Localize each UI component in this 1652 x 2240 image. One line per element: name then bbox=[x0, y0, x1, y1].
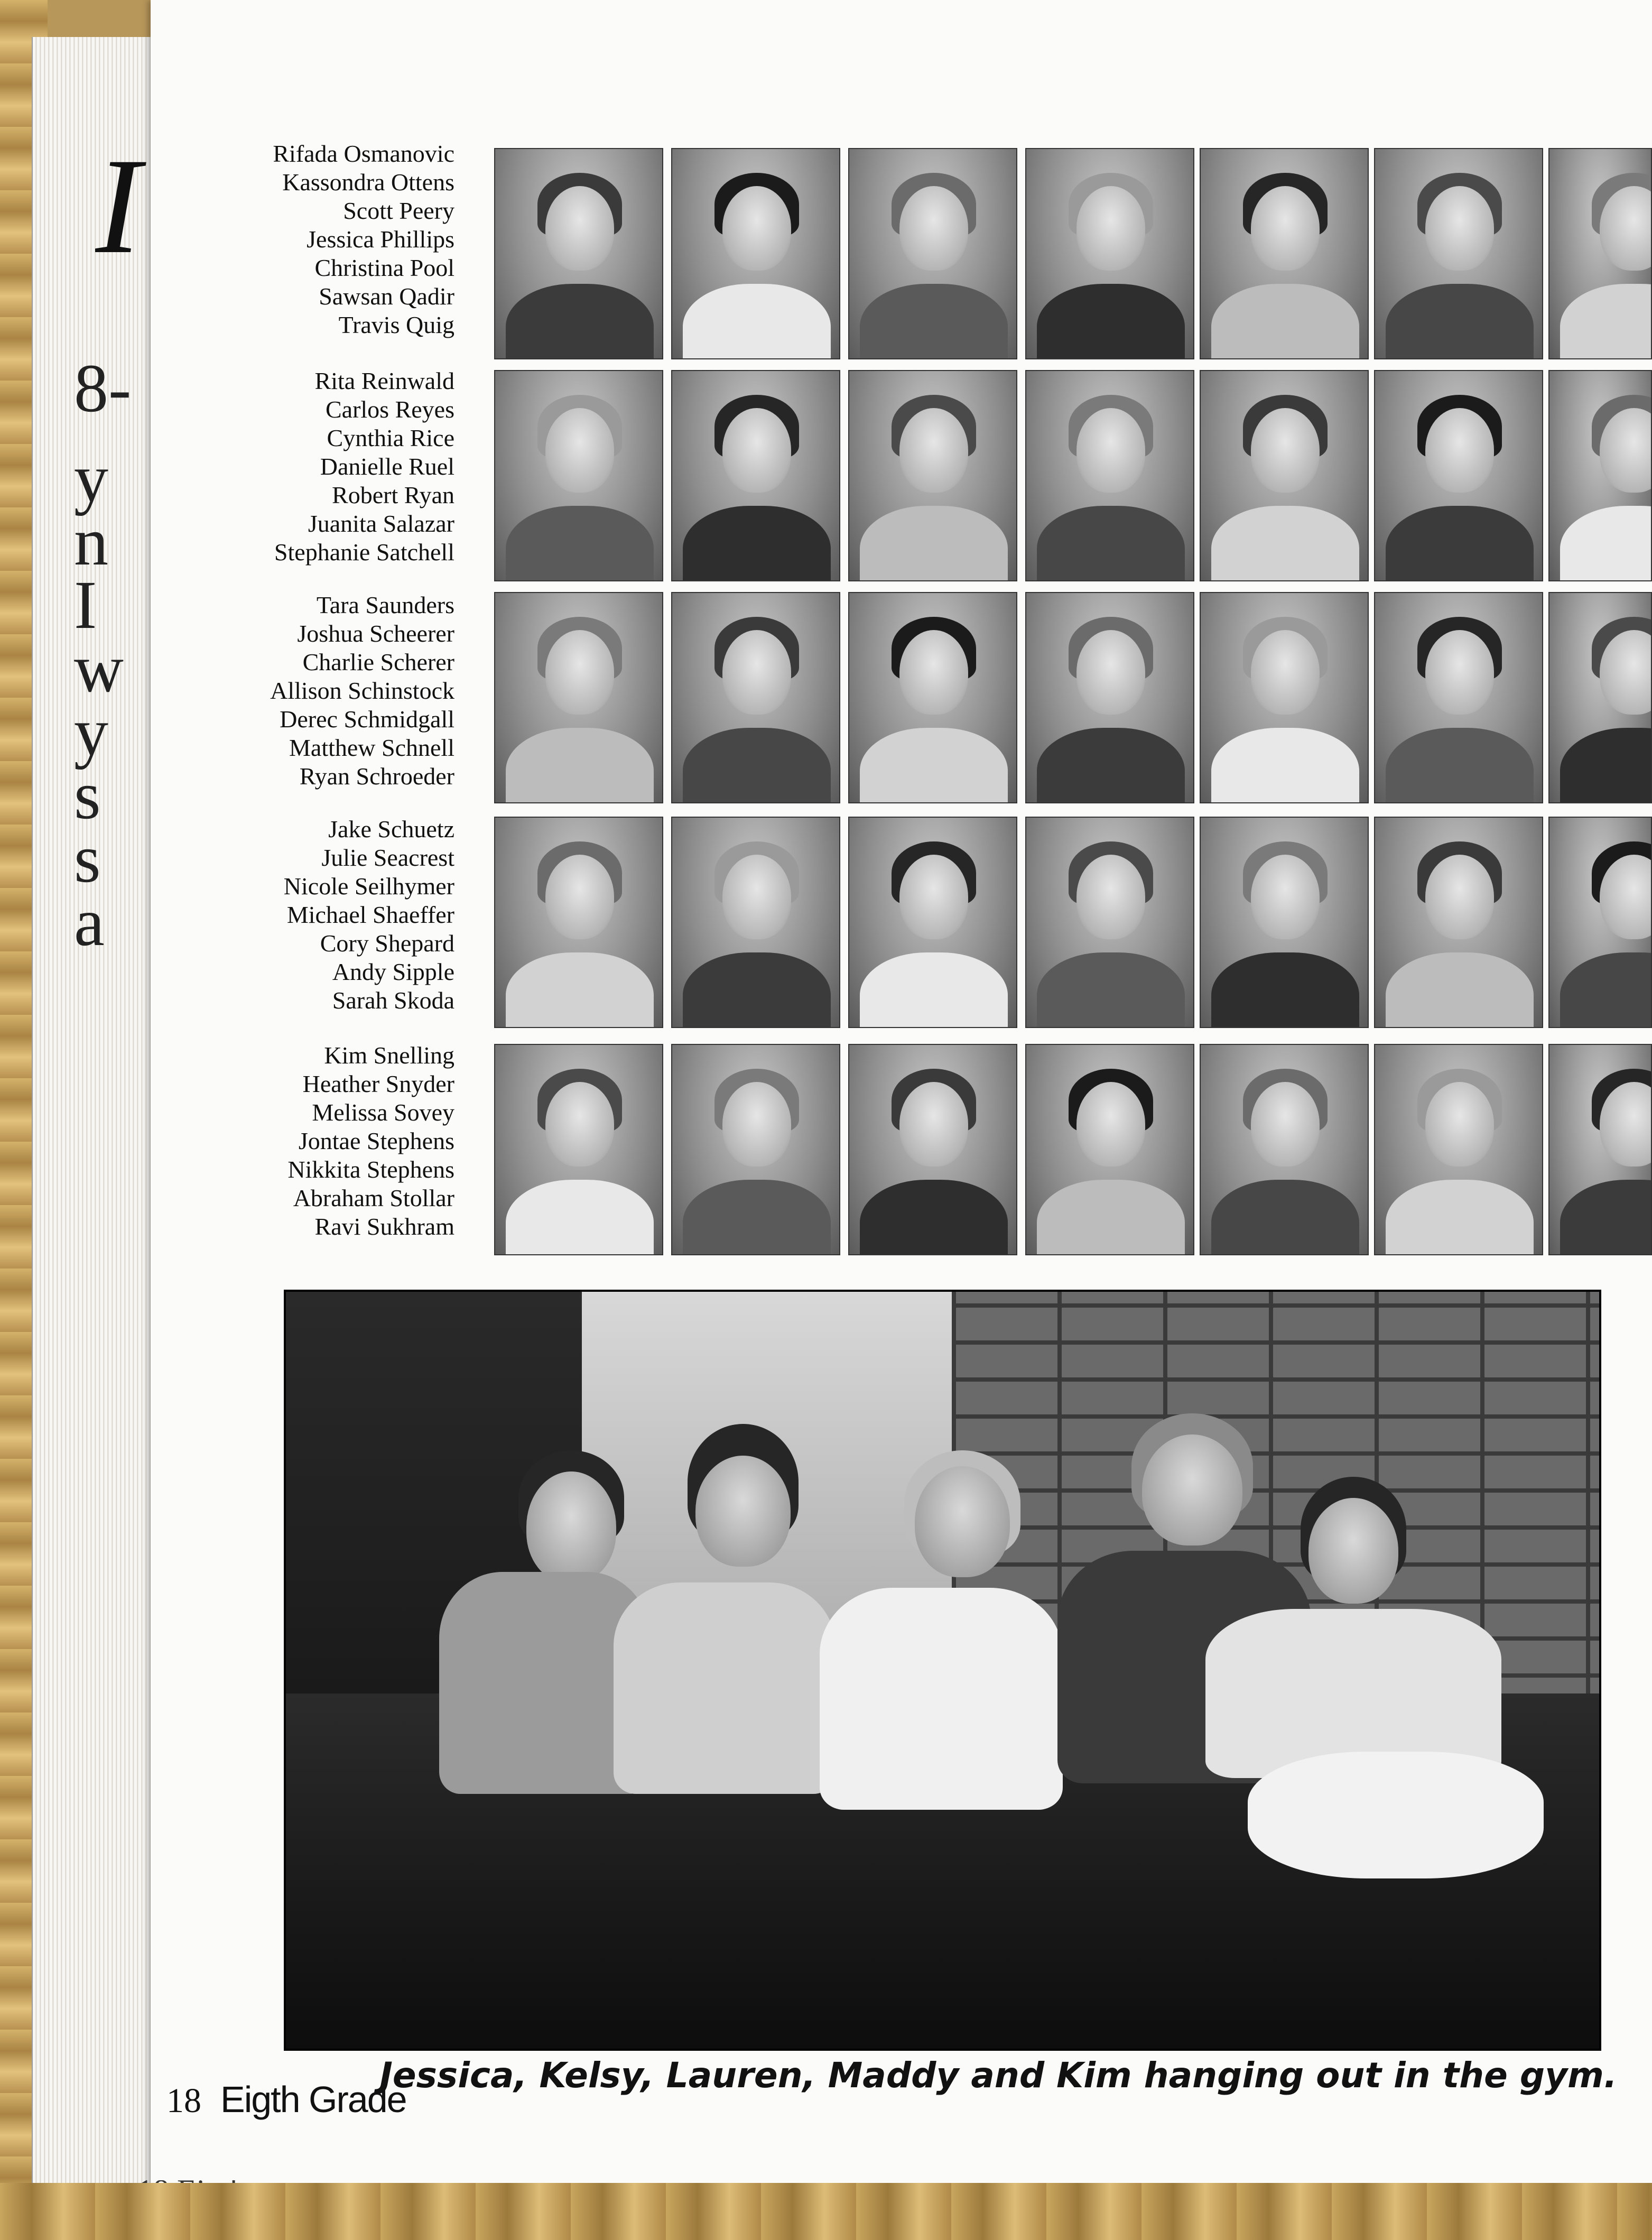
student-portrait bbox=[848, 370, 1017, 581]
student-name: Ryan Schroeder bbox=[299, 763, 454, 790]
student-name: Julie Seacrest bbox=[321, 844, 454, 871]
student-name: Rifada Osmanovic bbox=[273, 140, 454, 167]
underlying-page-text: 8- bbox=[74, 350, 132, 427]
student-portrait bbox=[1025, 370, 1194, 581]
student-portrait bbox=[494, 370, 663, 581]
student-name: Abraham Stollar bbox=[293, 1184, 454, 1211]
underlying-page-text: a bbox=[74, 884, 105, 960]
student-portrait bbox=[494, 1044, 663, 1255]
student-portrait bbox=[1374, 1044, 1543, 1255]
underlying-page-text: y bbox=[74, 694, 108, 770]
page-number: 18 bbox=[166, 2081, 201, 2120]
student-name: Danielle Ruel bbox=[320, 453, 454, 480]
student-name: Jessica Phillips bbox=[307, 226, 454, 253]
student-name: Andy Sipple bbox=[332, 958, 454, 985]
student-name: Derec Schmidgall bbox=[280, 706, 454, 733]
student-portrait bbox=[1374, 592, 1543, 803]
underlying-page-text: s bbox=[74, 757, 101, 834]
student-portrait bbox=[671, 1044, 840, 1255]
student-portrait bbox=[671, 148, 840, 359]
student-portrait bbox=[494, 592, 663, 803]
yearbook-cover-edge bbox=[0, 2183, 1652, 2240]
underlying-page-text: n bbox=[74, 504, 108, 580]
name-list bbox=[148, 815, 454, 1015]
student-name: Matthew Schnell bbox=[289, 734, 454, 761]
photo-caption: Jessica, Kelsy, Lauren, Maddy and Kim hanging out in the gym. bbox=[379, 2055, 1617, 2096]
student-portrait bbox=[848, 1044, 1017, 1255]
student-portrait bbox=[848, 592, 1017, 803]
student-portrait bbox=[494, 817, 663, 1028]
student-name: Rita Reinwald bbox=[314, 367, 454, 394]
student-name: Joshua Scheerer bbox=[297, 620, 454, 647]
student-portrait bbox=[848, 148, 1017, 359]
student-portrait bbox=[1200, 592, 1369, 803]
student-portrait bbox=[671, 817, 840, 1028]
underlying-page-text: y bbox=[74, 440, 108, 516]
student-portrait bbox=[1200, 817, 1369, 1028]
student-name: Travis Quig bbox=[338, 311, 454, 338]
name-list bbox=[148, 1041, 454, 1241]
student-portrait bbox=[671, 370, 840, 581]
student-name: Cory Shepard bbox=[320, 930, 454, 957]
student-portrait bbox=[1025, 1044, 1194, 1255]
student-portrait bbox=[1374, 817, 1543, 1028]
student-name: Michael Shaeffer bbox=[286, 901, 454, 928]
student-portrait bbox=[1025, 592, 1194, 803]
underlying-page-text: w bbox=[74, 631, 124, 707]
student-name: Nikkita Stephens bbox=[287, 1156, 454, 1183]
student-name: Scott Peery bbox=[343, 197, 454, 224]
student-portrait bbox=[671, 592, 840, 803]
group-photo-person bbox=[1184, 1477, 1554, 1952]
student-portrait bbox=[1200, 1044, 1369, 1255]
name-list bbox=[148, 140, 454, 339]
underlying-page-big-letter: I bbox=[95, 143, 141, 270]
student-name: Sawsan Qadir bbox=[319, 283, 454, 310]
name-list bbox=[148, 367, 454, 567]
student-portrait bbox=[1548, 817, 1652, 1028]
page-folio bbox=[166, 2078, 406, 2121]
student-name: Melissa Sovey bbox=[312, 1099, 454, 1126]
student-name: Christina Pool bbox=[314, 254, 454, 281]
student-name: Jake Schuetz bbox=[328, 816, 454, 843]
student-name: Ravi Sukhram bbox=[314, 1213, 454, 1240]
student-portrait bbox=[1548, 592, 1652, 803]
student-portrait bbox=[1374, 148, 1543, 359]
student-portrait bbox=[1025, 148, 1194, 359]
student-name: Kassondra Ottens bbox=[282, 169, 454, 196]
student-portrait bbox=[1200, 148, 1369, 359]
student-portrait bbox=[1374, 370, 1543, 581]
student-name: Kim Snelling bbox=[324, 1042, 454, 1069]
student-portrait bbox=[494, 148, 663, 359]
student-name: Jontae Stephens bbox=[298, 1127, 454, 1154]
student-name: Stephanie Satchell bbox=[274, 539, 454, 566]
student-name: Tara Saunders bbox=[316, 591, 454, 618]
student-name: Sarah Skoda bbox=[332, 987, 454, 1014]
group-photo bbox=[284, 1290, 1601, 2051]
student-portrait bbox=[848, 817, 1017, 1028]
student-portrait bbox=[1548, 1044, 1652, 1255]
section-title: Eigth Grade bbox=[220, 2079, 406, 2120]
student-name: Cynthia Rice bbox=[327, 424, 454, 451]
student-name: Heather Snyder bbox=[302, 1070, 454, 1097]
student-portrait bbox=[1548, 370, 1652, 581]
student-portrait bbox=[1025, 817, 1194, 1028]
student-portrait bbox=[1548, 148, 1652, 359]
student-name: Juanita Salazar bbox=[308, 510, 454, 537]
student-portrait bbox=[1200, 370, 1369, 581]
student-name: Allison Schinstock bbox=[270, 677, 454, 704]
name-list bbox=[148, 591, 454, 791]
student-name: Nicole Seilhymer bbox=[283, 873, 454, 900]
student-name: Charlie Scherer bbox=[302, 649, 454, 675]
underlying-page-text: I bbox=[74, 567, 97, 643]
underlying-page-text: s bbox=[74, 821, 101, 897]
student-name: Carlos Reyes bbox=[325, 396, 454, 423]
student-name: Robert Ryan bbox=[332, 482, 454, 508]
